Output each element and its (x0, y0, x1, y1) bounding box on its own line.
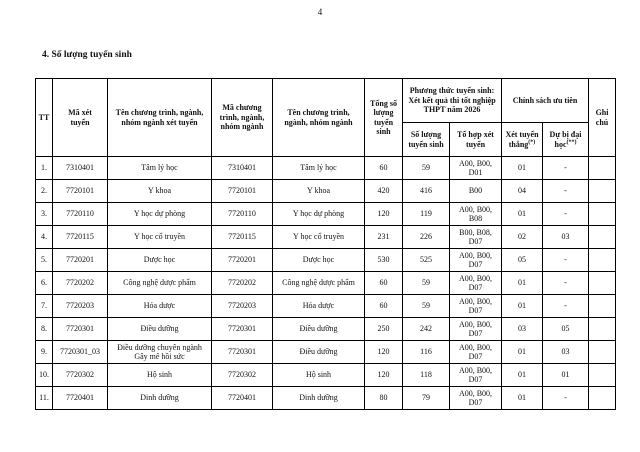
cell-ma-xet-tuyen: 7720110 (53, 203, 108, 226)
cell-ten-xet-tuyen: Tâm lý học (108, 157, 212, 180)
cell-tong-so: 60 (365, 272, 403, 295)
cell-tt: 5. (36, 249, 53, 272)
cell-ghi-chu (589, 364, 616, 387)
cell-du-bi-dai-hoc: - (543, 203, 589, 226)
cell-so-luong: 242 (403, 318, 450, 341)
table-row (36, 272, 616, 295)
cell-to-hop: A00, B00, D01 (450, 157, 502, 180)
cell-to-hop: A00, B00, D07 (450, 387, 502, 410)
cell-to-hop: A00, B00, D07 (450, 272, 502, 295)
cell-ma-chuong-trinh: 7720101 (212, 180, 273, 203)
cell-xet-tuyen-thang: 01 (502, 295, 543, 318)
cell-so-luong: 226 (403, 226, 450, 249)
col-header-xet-tuyen-thang (502, 123, 543, 157)
section-heading: 4. Số lượng tuyển sinh (42, 50, 132, 60)
cell-tt: 4. (36, 226, 53, 249)
cell-ma-chuong-trinh: 7310401 (212, 157, 273, 180)
table-row (36, 295, 616, 318)
cell-ghi-chu (589, 249, 616, 272)
header-row-1 (36, 79, 616, 123)
cell-ma-xet-tuyen: 7720202 (53, 272, 108, 295)
table-row (36, 180, 616, 203)
table-row (36, 203, 616, 226)
col-header-ten-chuong-trinh: Tên chương trình, ngành, nhóm ngành (273, 79, 365, 157)
cell-ma-xet-tuyen: 7720401 (53, 387, 108, 410)
cell-to-hop: A00, B00, D07 (450, 364, 502, 387)
cell-tt: 6. (36, 272, 53, 295)
cell-ma-chuong-trinh: 7720301 (212, 318, 273, 341)
cell-ma-xet-tuyen: 7720101 (53, 180, 108, 203)
cell-ten-xet-tuyen: Công nghệ dược phẩm (108, 272, 212, 295)
cell-xet-tuyen-thang: 05 (502, 249, 543, 272)
cell-ten-chuong-trinh: Điều dưỡng (273, 318, 365, 341)
cell-ma-chuong-trinh: 7720203 (212, 295, 273, 318)
cell-ghi-chu (589, 272, 616, 295)
cell-ma-chuong-trinh: 7720201 (212, 249, 273, 272)
cell-ma-chuong-trinh: 7720401 (212, 387, 273, 410)
cell-xet-tuyen-thang: 01 (502, 203, 543, 226)
table-header (36, 79, 616, 157)
table-row (36, 318, 616, 341)
cell-tt: 9. (36, 341, 53, 364)
cell-xet-tuyen-thang: 02 (502, 226, 543, 249)
table-row (36, 157, 616, 180)
table-row (36, 364, 616, 387)
cell-ten-chuong-trinh: Dược học (273, 249, 365, 272)
cell-tong-so: 120 (365, 341, 403, 364)
cell-ma-chuong-trinh: 7720110 (212, 203, 273, 226)
col-header-chinh-sach: Chính sách ưu tiên (502, 79, 589, 123)
cell-so-luong: 525 (403, 249, 450, 272)
cell-xet-tuyen-thang: 01 (502, 157, 543, 180)
cell-ten-chuong-trinh: Hộ sinh (273, 364, 365, 387)
cell-ten-chuong-trinh: Y học cổ truyền (273, 226, 365, 249)
cell-ma-xet-tuyen: 7720115 (53, 226, 108, 249)
cell-ten-xet-tuyen: Y học dự phòng (108, 203, 212, 226)
cell-so-luong: 59 (403, 295, 450, 318)
cell-du-bi-dai-hoc: 01 (543, 364, 589, 387)
cell-tt: 3. (36, 203, 53, 226)
cell-ten-xet-tuyen: Điều dưỡng chuyên ngành Gây mê hồi sức (108, 341, 212, 364)
col-header-phuong-thuc: Phương thức tuyển sinh: Xét kết quả thi tốt nghiệp THPT năm 2026 (403, 79, 502, 123)
col-header-xet-tuyen-thang-label: Xét tuyển thẳng (505, 130, 539, 149)
col-header-du-bi-dai-hoc-label: Dự bị đại học (549, 130, 582, 149)
cell-du-bi-dai-hoc: - (543, 157, 589, 180)
col-header-ma-chuong-trinh: Mã chương trình, ngành, nhóm ngành (212, 79, 273, 157)
cell-ten-xet-tuyen: Y học cổ truyền (108, 226, 212, 249)
cell-ten-xet-tuyen: Hóa dược (108, 295, 212, 318)
du-bi-dai-hoc-footnote-marker: (**) (566, 138, 577, 145)
cell-tong-so: 231 (365, 226, 403, 249)
col-header-ghi-chu: Ghi chú (589, 79, 616, 157)
col-header-to-hop: Tổ hợp xét tuyển (450, 123, 502, 157)
cell-ma-chuong-trinh: 7720301 (212, 341, 273, 364)
cell-tt: 10. (36, 364, 53, 387)
col-header-ma-xet-tuyen (53, 79, 108, 157)
cell-du-bi-dai-hoc: 03 (543, 341, 589, 364)
cell-xet-tuyen-thang: 03 (502, 318, 543, 341)
cell-so-luong: 59 (403, 272, 450, 295)
cell-ten-chuong-trinh: Dinh dưỡng (273, 387, 365, 410)
cell-ghi-chu (589, 341, 616, 364)
cell-ghi-chu (589, 180, 616, 203)
cell-so-luong: 116 (403, 341, 450, 364)
cell-ten-chuong-trinh: Công nghệ dược phẩm (273, 272, 365, 295)
cell-to-hop: A00, B00, D07 (450, 295, 502, 318)
cell-ten-chuong-trinh: Tâm lý học (273, 157, 365, 180)
cell-ma-xet-tuyen: 7720302 (53, 364, 108, 387)
table-row (36, 249, 616, 272)
cell-tt: 2. (36, 180, 53, 203)
cell-du-bi-dai-hoc: - (543, 295, 589, 318)
cell-du-bi-dai-hoc: - (543, 249, 589, 272)
cell-tong-so: 60 (365, 157, 403, 180)
cell-to-hop: A00, B00, D07 (450, 318, 502, 341)
cell-xet-tuyen-thang: 04 (502, 180, 543, 203)
cell-tt: 8. (36, 318, 53, 341)
xet-tuyen-thang-footnote-marker: (*) (528, 138, 536, 145)
cell-ghi-chu (589, 295, 616, 318)
cell-ten-xet-tuyen: Hộ sinh (108, 364, 212, 387)
cell-so-luong: 118 (403, 364, 450, 387)
cell-to-hop: A00, B00, D07 (450, 341, 502, 364)
cell-tong-so: 60 (365, 295, 403, 318)
cell-ten-chuong-trinh: Hóa dược (273, 295, 365, 318)
cell-du-bi-dai-hoc: 03 (543, 226, 589, 249)
cell-xet-tuyen-thang: 01 (502, 341, 543, 364)
cell-xet-tuyen-thang: 01 (502, 364, 543, 387)
cell-ghi-chu (589, 318, 616, 341)
col-header-so-luong: Số lượng tuyển sinh (403, 123, 450, 157)
cell-du-bi-dai-hoc: - (543, 387, 589, 410)
col-header-ten-xet-tuyen: Tên chương trình, ngành, nhóm ngành xét tuyển (108, 79, 212, 157)
table-row (36, 341, 616, 364)
enrollment-table (35, 78, 616, 410)
table-body (36, 157, 616, 410)
cell-so-luong: 416 (403, 180, 450, 203)
table-row (36, 226, 616, 249)
cell-ma-chuong-trinh: 7720202 (212, 272, 273, 295)
table-row (36, 387, 616, 410)
cell-ghi-chu (589, 157, 616, 180)
cell-xet-tuyen-thang: 01 (502, 272, 543, 295)
col-header-ma-xet-tuyen-label: Mã xét tuyển (68, 108, 92, 127)
col-header-du-bi-dai-hoc (543, 123, 589, 157)
cell-to-hop: A00, B00, B08 (450, 203, 502, 226)
cell-ma-chuong-trinh: 7720302 (212, 364, 273, 387)
page-number: 4 (317, 7, 323, 17)
cell-ma-xet-tuyen: 7720301 (53, 318, 108, 341)
cell-to-hop: B00 (450, 180, 502, 203)
cell-tong-so: 80 (365, 387, 403, 410)
cell-du-bi-dai-hoc: - (543, 180, 589, 203)
cell-ma-chuong-trinh: 7720115 (212, 226, 273, 249)
cell-ten-xet-tuyen: Dinh dưỡng (108, 387, 212, 410)
cell-tt: 7. (36, 295, 53, 318)
cell-ma-xet-tuyen: 7310401 (53, 157, 108, 180)
cell-ten-chuong-trinh: Điều dưỡng (273, 341, 365, 364)
cell-ghi-chu (589, 226, 616, 249)
cell-tong-so: 250 (365, 318, 403, 341)
cell-tong-so: 120 (365, 203, 403, 226)
col-header-tt: TT (36, 79, 53, 157)
cell-to-hop: A00, B00, D07 (450, 249, 502, 272)
cell-so-luong: 59 (403, 157, 450, 180)
cell-ghi-chu (589, 203, 616, 226)
cell-ten-chuong-trinh: Y học dự phòng (273, 203, 365, 226)
cell-du-bi-dai-hoc: 05 (543, 318, 589, 341)
cell-so-luong: 119 (403, 203, 450, 226)
cell-du-bi-dai-hoc: - (543, 272, 589, 295)
col-header-tong-so: Tổng số lượng tuyển sinh (365, 79, 403, 157)
cell-ten-xet-tuyen: Dược học (108, 249, 212, 272)
cell-tong-so: 530 (365, 249, 403, 272)
cell-so-luong: 79 (403, 387, 450, 410)
cell-xet-tuyen-thang: 01 (502, 387, 543, 410)
cell-to-hop: B00, B08, D07 (450, 226, 502, 249)
cell-tt: 1. (36, 157, 53, 180)
cell-ma-xet-tuyen: 7720301_03 (53, 341, 108, 364)
cell-ghi-chu (589, 387, 616, 410)
cell-tong-so: 120 (365, 364, 403, 387)
cell-ma-xet-tuyen: 7720201 (53, 249, 108, 272)
cell-tt: 11. (36, 387, 53, 410)
cell-ten-xet-tuyen: Y khoa (108, 180, 212, 203)
cell-ten-chuong-trinh: Y khoa (273, 180, 365, 203)
cell-ten-xet-tuyen: Điều dưỡng (108, 318, 212, 341)
cell-tong-so: 420 (365, 180, 403, 203)
cell-ma-xet-tuyen: 7720203 (53, 295, 108, 318)
